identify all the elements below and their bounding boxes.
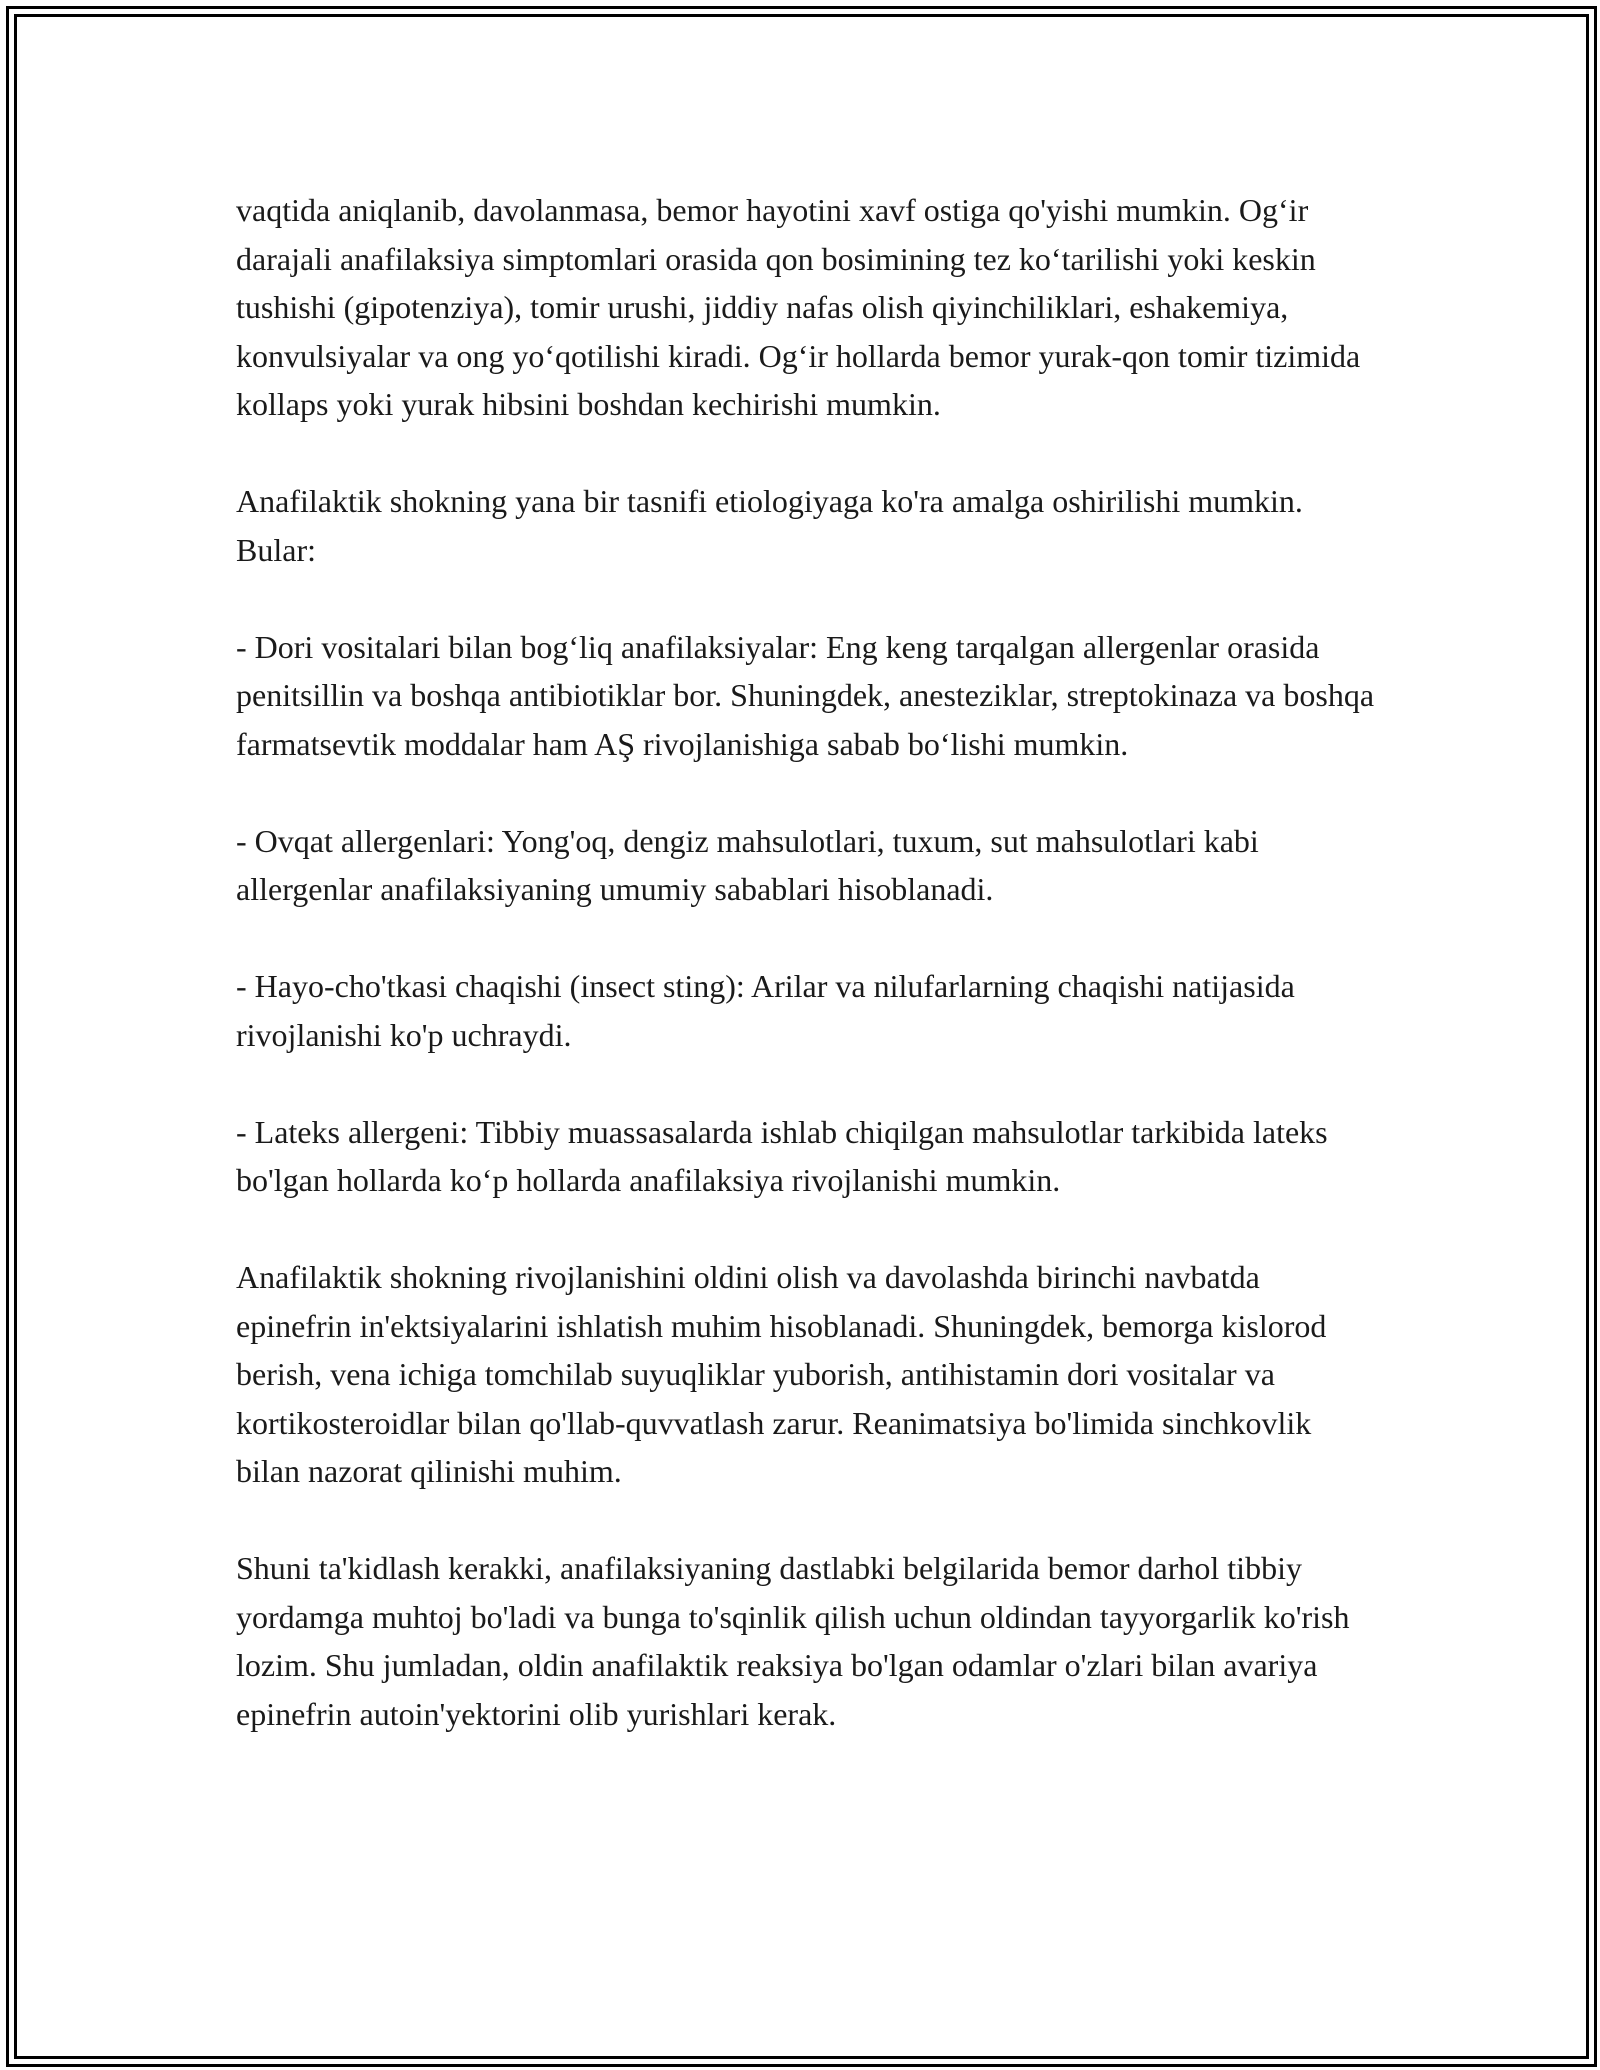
list-item-food-allergens: - Ovqat allergenlari: Yong'oq, dengiz mahsulotlari, tuxum, sut mahsulotlari kabi allergenlar anafilaksiyaning umumiy sabablari hisoblanadi. — [236, 822, 1259, 907]
document-body — [236, 186, 1376, 1738]
paragraph-treatment: Anafilaktik shokning rivojlanishini oldini olish va davolashda birinchi navbatda epinefrin in'ektsiyalarini ishlatish muhim hisoblanadi. Shuningdek, bemorga kislorod berish, vena ichiga tomchilab suyuqliklar yuborish, antihistamin dori vositalar va kortikosteroidlar bilan qo'llab-quvvatlash zarur. Reanimatsiya bo'limida sinchkovlik bilan nazorat qilinishi muhim. — [236, 1259, 1327, 1489]
paragraph-etiology-intro: Anafilaktik shokning yana bir tasnifi etiologiyaga ko'ra amalga oshirilishi mumkin. Bular: — [236, 483, 1303, 568]
list-item-drug-anaphylaxis: - Dori vositalari bilan bog‘liq anafilaksiyalar: Eng keng tarqalgan allergenlar orasida penitsillin va boshqa antibiotiklar bor. Shuningdek, anesteziklar, streptokinaza va boshqa farmatsevtik moddalar ham AŞ rivojlanishiga sabab bo‘lishi mumkin. — [236, 628, 1375, 762]
list-item-latex-allergen: - Lateks allergeni: Tibbiy muassasalarda ishlab chiqilgan mahsulotlar tarkibida lateks bo'lgan hollarda ko‘p hollarda anafilaksiya rivojlanishi mumkin. — [236, 1113, 1328, 1198]
list-item-insect-sting: - Hayo-cho'tkasi chaqishi (insect sting): Arilar va nilufarlarning chaqishi natijasida rivojlanishi ko'p uchraydi. — [236, 968, 1295, 1053]
paragraph-symptoms-continued: vaqtida aniqlanib, davolanmasa, bemor hayotini xavf ostiga qo'yishi mumkin. Og‘ir darajali anafilaksiya simptomlari orasida qon bosimining tez ko‘tarilishi yoki keskin tushishi (gipotenziya), tomir urushi, jiddiy nafas olish qiyinchiliklari, eshakemiya, konvulsiyalar va ong yo‘qotilishi kiradi. Og‘ir hollarda bemor yurak-qon tomir tizimida kollaps yoki yurak hibsini boshdan kechirishi mumkin. — [236, 192, 1361, 422]
paragraph-prevention: Shuni ta'kidlash kerakki, anafilaksiyaning dastlabki belgilarida bemor darhol tibbiy yordamga muhtoj bo'ladi va bunga to'sqinlik qilish uchun oldindan tayyorgarlik ko'rish lozim. Shu jumladan, oldin anafilaktik reaksiya bo'lgan odamlar o'zlari bilan avariya epinefrin autoin'yektorini olib yurishlari kerak. — [236, 1550, 1350, 1732]
